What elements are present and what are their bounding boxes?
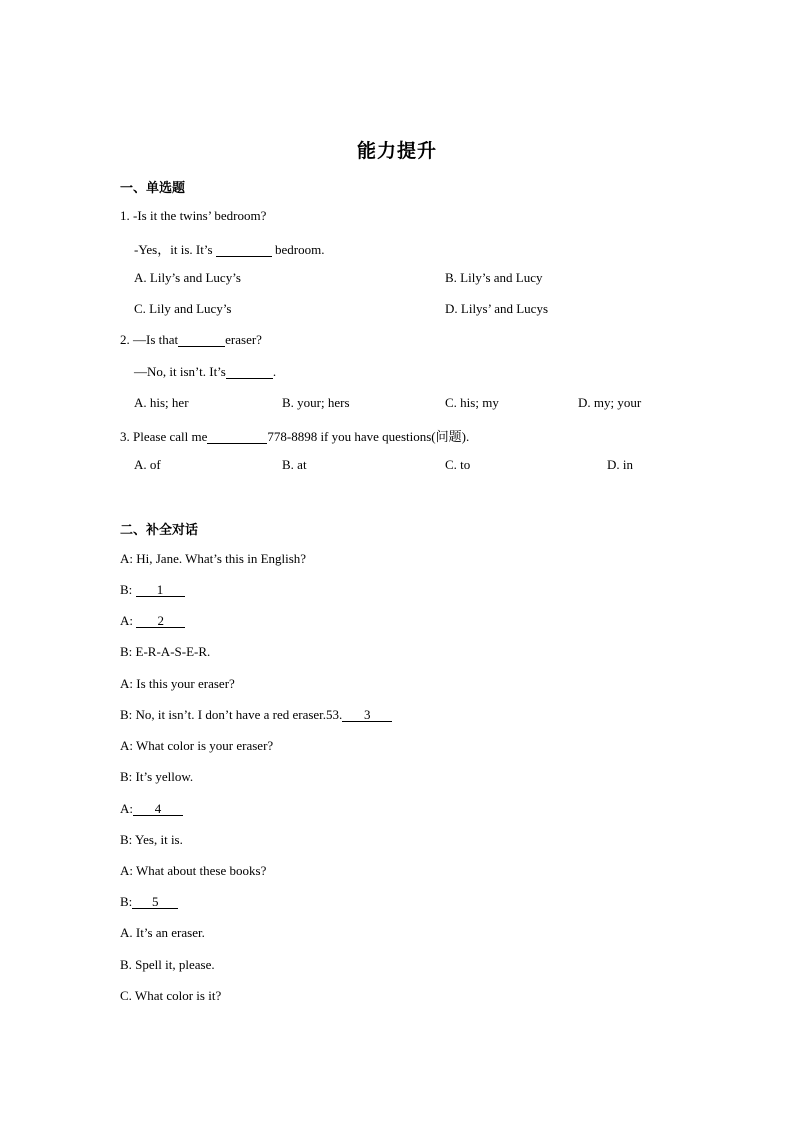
section-heading-dialog: 二、补全对话	[120, 523, 199, 538]
dialog-line-6-text: B: No, it isn’t. I don’t have a red eraser.53.	[120, 707, 343, 722]
dialog-line-3	[120, 613, 185, 629]
q3-blank	[207, 430, 267, 444]
q3-option-b: B. at	[282, 457, 307, 472]
q2-blank-2	[226, 365, 273, 379]
q3-option-a: A. of	[134, 457, 161, 472]
dialog-line-9	[120, 801, 183, 817]
choice-b: B. Spell it, please.	[120, 957, 215, 972]
dialog-line-8: B: It’s yellow.	[120, 769, 194, 784]
dialog-blank-3: 3	[342, 708, 392, 722]
dialog-line-6	[120, 707, 392, 723]
q2-line1-post: eraser?	[225, 332, 262, 347]
page-title: 能力提升	[356, 140, 437, 162]
dialog-line-1: A: Hi, Jane. What’s this in English?	[120, 551, 307, 566]
dialog-line-4: B: E-R-A-S-E-R.	[120, 644, 211, 659]
q3-option-d: D. in	[607, 457, 633, 472]
dialog-speaker-a-2: A:	[120, 801, 133, 816]
dialog-speaker-b: B:	[120, 582, 136, 597]
dialog-blank-4: 4	[133, 802, 183, 816]
dialog-line-5: A: Is this your eraser?	[120, 676, 235, 691]
q1-option-a: A. Lily’s and Lucy’s	[134, 270, 241, 285]
q1-option-c: C. Lily and Lucy’s	[134, 301, 232, 316]
dialog-speaker-b-2: B:	[120, 894, 133, 909]
q2-option-c: C. his; my	[445, 395, 499, 410]
dialog-blank-5: 5	[132, 895, 178, 909]
choice-c: C. What color is it?	[120, 988, 222, 1003]
dialog-line-10: B: Yes, it is.	[120, 832, 183, 847]
q2-option-d: D. my; your	[578, 395, 642, 410]
q1-option-d: D. Lilys’ and Lucys	[445, 301, 549, 316]
q2-option-b: B. your; hers	[282, 395, 350, 410]
choice-a: A. It’s an eraser.	[120, 925, 205, 940]
q2-line1-pre: 2. —Is that	[120, 332, 179, 347]
q3-line1-pre: 3. Please call me	[120, 429, 208, 444]
q1-line2-post: bedroom.	[271, 242, 325, 257]
q2-line2-post: .	[272, 364, 277, 379]
q2-line2-pre: —No, it isn’t. It’s	[134, 364, 226, 379]
q2-blank-1	[178, 333, 225, 347]
q3-option-c: C. to	[445, 457, 471, 472]
q3-line1	[120, 426, 469, 445]
q2-line2	[134, 364, 276, 380]
q2-line1	[120, 332, 262, 348]
dialog-line-7: A: What color is your eraser?	[120, 738, 274, 753]
dialog-blank-2: 2	[136, 614, 185, 628]
dialog-blank-1: 1	[136, 583, 185, 597]
dialog-speaker-a: A:	[120, 613, 137, 628]
section-heading-multiple-choice: 一、单选题	[120, 181, 186, 196]
dialog-line-2	[120, 582, 185, 598]
dialog-line-12	[120, 894, 178, 910]
q3-line1-post: 778-8898 if you have questions(问题).	[267, 429, 470, 444]
q1-line2-pre: -Yes，it is. It’s	[134, 242, 216, 257]
q2-option-a: A. his; her	[134, 395, 189, 410]
q1-line1: 1. -Is it the twins’ bedroom?	[120, 208, 267, 223]
q1-line2	[134, 239, 324, 258]
q1-blank	[216, 243, 272, 257]
q1-option-b: B. Lily’s and Lucy	[445, 270, 543, 285]
dialog-line-11: A: What about these books?	[120, 863, 267, 878]
